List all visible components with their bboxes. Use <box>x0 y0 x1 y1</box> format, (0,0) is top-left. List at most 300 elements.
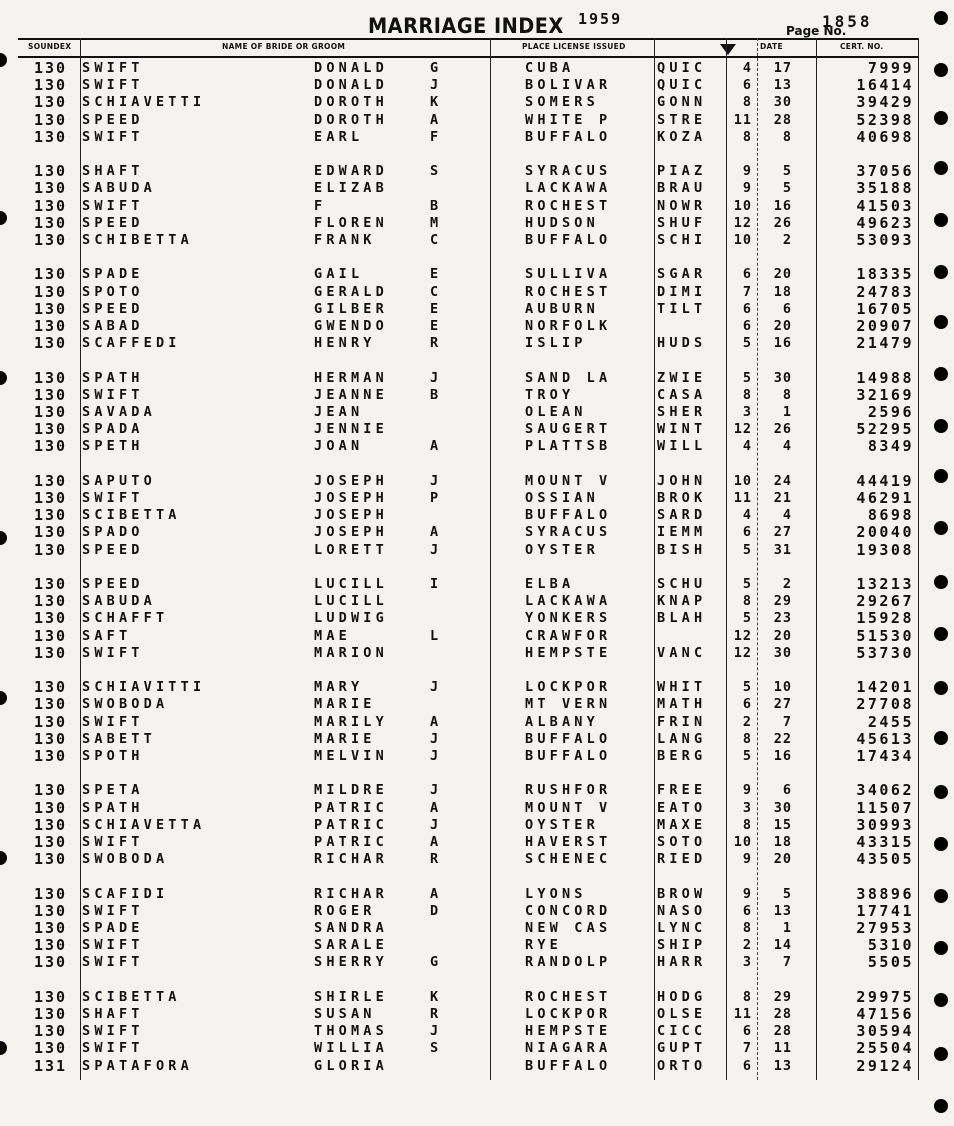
day: 1 <box>782 404 792 420</box>
soundex-code: 131 <box>34 1056 68 1075</box>
soundex-code: 130 <box>34 179 68 198</box>
feed-hole <box>934 1047 948 1061</box>
table-row <box>0 301 954 318</box>
clerk-code: JOHN <box>657 472 707 489</box>
table-row <box>0 232 954 249</box>
day: 13 <box>773 1057 792 1074</box>
certificate-number: 16705 <box>856 299 914 318</box>
clerk-code: SHUF <box>657 214 707 231</box>
header-bottom-rule <box>18 56 918 58</box>
table-row <box>0 1058 954 1075</box>
soundex-code: 130 <box>34 93 68 112</box>
license-place: LACKAWA <box>525 593 612 610</box>
feed-hole <box>934 1099 948 1113</box>
given-name: JOSEPH <box>314 524 388 541</box>
given-name: EDWARD <box>314 163 388 180</box>
surname: SPETA <box>82 782 144 799</box>
month: 6 <box>742 524 752 541</box>
month: 2 <box>742 713 752 730</box>
surname: SPEED <box>82 214 144 231</box>
certificate-number: 47156 <box>856 1005 914 1023</box>
month: 5 <box>742 541 752 558</box>
initial: J <box>430 748 443 764</box>
license-place: CRAWFOR <box>525 627 612 644</box>
surname: SCIBETTA <box>82 507 181 524</box>
table-row <box>0 94 954 111</box>
soundex-code: 130 <box>34 299 68 318</box>
day: 31 <box>773 541 792 558</box>
certificate-number: 8349 <box>867 437 914 456</box>
table-row <box>0 507 954 524</box>
certificate-number: 37056 <box>856 162 914 181</box>
given-name: LORETT <box>314 541 388 558</box>
month: 6 <box>742 696 752 713</box>
clerk-code: EATO <box>657 799 707 816</box>
clerk-code: WHIT <box>657 679 707 696</box>
table-row <box>0 834 954 851</box>
day: 4 <box>782 507 792 524</box>
initial: A <box>430 111 443 128</box>
soundex-code: 130 <box>34 987 68 1006</box>
clerk-code: OLSE <box>657 1006 707 1022</box>
day: 8 <box>782 386 792 403</box>
soundex-code: 130 <box>34 833 68 851</box>
surname: SWIFT <box>82 954 144 971</box>
feed-hole <box>934 837 948 851</box>
given-name: MARILY <box>314 713 388 730</box>
month: 5 <box>742 576 752 592</box>
feed-hole <box>934 575 948 589</box>
initial: K <box>430 94 443 111</box>
feed-hole <box>934 731 948 745</box>
surname: SWIFT <box>82 644 144 661</box>
page-number: 1858 <box>822 12 873 31</box>
month: 8 <box>742 816 752 833</box>
given-name: SARALE <box>314 937 388 954</box>
surname: SWIFT <box>82 490 144 506</box>
license-place: ROCHEST <box>525 197 612 214</box>
surname: SWIFT <box>82 1040 144 1057</box>
feed-hole <box>934 785 948 799</box>
given-name: DOROTH <box>314 94 388 111</box>
table-row <box>0 731 954 748</box>
license-place: SCHENEC <box>525 851 612 868</box>
given-name: MAE <box>314 627 351 644</box>
given-name: SHIRLE <box>314 988 388 1005</box>
surname: SWIFT <box>82 77 144 94</box>
initial: J <box>430 730 443 747</box>
initial: R <box>430 335 443 352</box>
month: 3 <box>742 404 752 420</box>
month: 10 <box>733 834 752 850</box>
initial: A <box>430 438 443 455</box>
table-row <box>0 490 954 507</box>
month: 8 <box>742 94 752 111</box>
clerk-code: QUIC <box>657 60 707 76</box>
surname: SPEED <box>82 300 144 317</box>
day: 30 <box>773 94 792 111</box>
soundex-code: 130 <box>34 643 68 662</box>
clerk-code: BERG <box>657 748 707 764</box>
day: 20 <box>773 318 792 334</box>
given-name: ELIZAB <box>314 180 388 197</box>
soundex-code: 130 <box>34 729 68 748</box>
feed-hole <box>934 11 948 25</box>
surname: SABUDA <box>82 593 156 610</box>
soundex-code: 130 <box>34 609 68 628</box>
clerk-code: BROW <box>657 885 707 902</box>
surname: SABETT <box>82 730 156 747</box>
clerk-code: HUDS <box>657 335 707 352</box>
surname: SCHAFFT <box>82 610 169 627</box>
certificate-number: 30594 <box>856 1022 914 1041</box>
certificate-number: 5310 <box>867 936 914 955</box>
clerk-code: MATH <box>657 696 707 713</box>
certificate-number: 20907 <box>856 317 914 335</box>
day: 6 <box>782 300 792 317</box>
surname: SCHIAVITTI <box>82 679 206 696</box>
certificate-number: 38896 <box>856 884 914 903</box>
given-name: LUCILL <box>314 593 388 610</box>
certificate-number: 17434 <box>856 747 914 765</box>
license-place: MOUNT V <box>525 799 612 816</box>
surname: SHAFT <box>82 163 144 180</box>
soundex-code: 130 <box>34 884 68 903</box>
table-row <box>0 421 954 438</box>
month: 9 <box>742 180 752 197</box>
table-row <box>0 782 954 799</box>
certificate-number: 2455 <box>867 712 914 731</box>
month: 11 <box>733 490 752 506</box>
given-name: GAIL <box>314 266 364 283</box>
day: 5 <box>782 885 792 902</box>
surname: SWOBODA <box>82 851 169 868</box>
license-place: SULLIVA <box>525 266 612 283</box>
license-place: CUBA <box>525 60 575 76</box>
table-row <box>0 77 954 94</box>
table-row <box>0 954 954 971</box>
certificate-number: 2596 <box>867 403 914 421</box>
day: 28 <box>773 111 792 128</box>
day: 13 <box>773 77 792 94</box>
surname: SWIFT <box>82 60 144 76</box>
soundex-code: 130 <box>34 575 68 593</box>
day: 18 <box>773 283 792 300</box>
license-place: MOUNT V <box>525 472 612 489</box>
license-place: HEMPSTE <box>525 644 612 661</box>
month: 9 <box>742 782 752 799</box>
given-name: DONALD <box>314 77 388 94</box>
day: 2 <box>782 232 792 248</box>
day: 1 <box>782 920 792 936</box>
day: 20 <box>773 627 792 644</box>
certificate-number: 35188 <box>856 179 914 198</box>
feed-hole <box>934 63 948 77</box>
month: 4 <box>742 60 752 76</box>
given-name: LUCILL <box>314 576 388 592</box>
license-place: OYSTER <box>525 816 599 833</box>
certificate-number: 29975 <box>856 987 914 1006</box>
soundex-code: 130 <box>34 1022 68 1041</box>
table-row <box>0 335 954 352</box>
certificate-number: 16414 <box>856 76 914 95</box>
table-row <box>0 438 954 455</box>
clerk-code: FRIN <box>657 713 707 730</box>
given-name: EARL <box>314 128 364 145</box>
month: 9 <box>742 163 752 180</box>
soundex-code: 130 <box>34 368 68 387</box>
initial: J <box>430 77 443 94</box>
soundex-code: 130 <box>34 1005 68 1023</box>
initial: J <box>430 679 443 696</box>
feed-hole <box>934 627 948 641</box>
table-row <box>0 851 954 868</box>
clerk-code: SHIP <box>657 937 707 954</box>
clerk-code: WINT <box>657 421 707 438</box>
license-place: AUBURN <box>525 300 599 317</box>
soundex-code: 130 <box>34 592 68 611</box>
surname: SWIFT <box>82 386 144 403</box>
certificate-number: 34062 <box>856 781 914 800</box>
surname: SPADE <box>82 920 144 936</box>
surname: SWIFT <box>82 1023 144 1040</box>
table-row <box>0 920 954 937</box>
table-row <box>0 112 954 129</box>
month: 5 <box>742 335 752 352</box>
day: 22 <box>773 730 792 747</box>
feed-hole <box>934 521 948 535</box>
surname: SWIFT <box>82 713 144 730</box>
initial: R <box>430 1006 443 1022</box>
month: 4 <box>742 438 752 455</box>
clerk-code: KNAP <box>657 593 707 610</box>
soundex-code: 130 <box>34 127 68 146</box>
surname: SAPUTO <box>82 472 156 489</box>
initial: I <box>430 576 443 592</box>
table-row <box>0 628 954 645</box>
table-row <box>0 989 954 1006</box>
given-name: RICHAR <box>314 885 388 902</box>
surname: SCHIAVETTA <box>82 816 206 833</box>
table-row <box>0 645 954 662</box>
surname: SPATH <box>82 369 144 386</box>
given-name: SUSAN <box>314 1006 376 1022</box>
certificate-number: 40698 <box>856 127 914 146</box>
certificate-number: 29267 <box>856 592 914 611</box>
table-row <box>0 903 954 920</box>
license-place: TROY <box>525 386 575 403</box>
initial: S <box>430 163 443 180</box>
certificate-number: 15928 <box>856 609 914 628</box>
clerk-code: CASA <box>657 386 707 403</box>
column-header-date: DATE <box>760 42 783 51</box>
license-place: ROCHEST <box>525 283 612 300</box>
table-row <box>0 748 954 765</box>
certificate-number: 41503 <box>856 196 914 215</box>
certificate-number: 32169 <box>856 385 914 404</box>
initial: D <box>430 902 443 919</box>
month: 2 <box>742 937 752 954</box>
month: 10 <box>733 232 752 248</box>
soundex-code: 130 <box>34 678 68 697</box>
given-name: JENNIE <box>314 421 388 438</box>
soundex-code: 130 <box>34 420 68 439</box>
license-place: CONCORD <box>525 902 612 919</box>
year: 1959 <box>578 10 623 28</box>
month: 9 <box>742 885 752 902</box>
day: 24 <box>773 472 792 489</box>
certificate-number: 8698 <box>867 506 914 525</box>
table-row <box>0 679 954 696</box>
month: 8 <box>742 593 752 610</box>
day: 20 <box>773 851 792 868</box>
certificate-number: 19308 <box>856 540 914 559</box>
certificate-number: 5505 <box>867 953 914 972</box>
surname: SWIFT <box>82 128 144 145</box>
day: 29 <box>773 988 792 1005</box>
initial: E <box>430 318 443 334</box>
feed-hole <box>934 111 948 125</box>
given-name: GLORIA <box>314 1057 388 1074</box>
clerk-code: LYNC <box>657 920 707 936</box>
given-name: JOAN <box>314 438 364 455</box>
given-name: MARY <box>314 679 364 696</box>
surname: SABUDA <box>82 180 156 197</box>
month: 6 <box>742 1023 752 1040</box>
table-row <box>0 60 954 77</box>
column-header-place: PLACE LICENSE ISSUED <box>522 42 626 51</box>
clerk-code: QUIC <box>657 77 707 94</box>
day: 20 <box>773 266 792 283</box>
surname: SCIBETTA <box>82 988 181 1005</box>
day: 17 <box>773 60 792 76</box>
certificate-number: 29124 <box>856 1056 914 1075</box>
given-name: JEANNE <box>314 386 388 403</box>
clerk-code: RIED <box>657 851 707 868</box>
license-place: HEMPSTE <box>525 1023 612 1040</box>
license-place: SOMERS <box>525 94 599 111</box>
day: 26 <box>773 214 792 231</box>
soundex-code: 130 <box>34 162 68 181</box>
given-name: JOSEPH <box>314 507 388 524</box>
license-place: SYRACUS <box>525 163 612 180</box>
clerk-code: WILL <box>657 438 707 455</box>
clerk-code: BROK <box>657 490 707 506</box>
clerk-code: SGAR <box>657 266 707 283</box>
clerk-code: GUPT <box>657 1040 707 1057</box>
feed-hole <box>934 265 948 279</box>
surname: SAVADA <box>82 404 156 420</box>
given-name: GILBER <box>314 300 388 317</box>
initial: A <box>430 885 443 902</box>
month: 3 <box>742 799 752 816</box>
license-place: LYONS <box>525 885 587 902</box>
soundex-code: 130 <box>34 403 68 421</box>
license-place: ROCHEST <box>525 988 612 1005</box>
given-name: JEAN <box>314 404 364 420</box>
initial: J <box>430 782 443 799</box>
clerk-code: PIAZ <box>657 163 707 180</box>
license-place: LACKAWA <box>525 180 612 197</box>
license-place: BUFFALO <box>525 507 612 524</box>
clerk-code: IEMM <box>657 524 707 541</box>
clerk-code: BLAH <box>657 610 707 627</box>
surname: SPATAFORA <box>82 1057 193 1074</box>
given-name: DONALD <box>314 60 388 76</box>
certificate-number: 18335 <box>856 265 914 284</box>
day: 7 <box>782 954 792 971</box>
given-name: GWENDO <box>314 318 388 334</box>
surname: SAFT <box>82 627 132 644</box>
soundex-code: 130 <box>34 489 68 507</box>
soundex-code: 130 <box>34 265 68 284</box>
initial: G <box>430 954 443 971</box>
given-name: HERMAN <box>314 369 388 386</box>
clerk-code: ORTO <box>657 1057 707 1074</box>
month: 6 <box>742 300 752 317</box>
soundex-code: 130 <box>34 523 68 542</box>
month: 6 <box>742 318 752 334</box>
soundex-code: 130 <box>34 59 68 77</box>
clerk-code: KOZA <box>657 128 707 145</box>
day: 30 <box>773 644 792 661</box>
initial: J <box>430 472 443 489</box>
soundex-code: 130 <box>34 110 68 129</box>
day: 16 <box>773 748 792 764</box>
clerk-code: TILT <box>657 300 707 317</box>
day: 10 <box>773 679 792 696</box>
clerk-code: SCHI <box>657 232 707 248</box>
certificate-number: 21479 <box>856 334 914 353</box>
certificate-number: 45613 <box>856 729 914 748</box>
given-name: PATRIC <box>314 834 388 850</box>
clerk-code: SOTO <box>657 834 707 850</box>
license-place: HUDSON <box>525 214 599 231</box>
initial: R <box>430 851 443 868</box>
feed-hole <box>934 469 948 483</box>
initial: J <box>430 1023 443 1040</box>
soundex-code: 130 <box>34 919 68 937</box>
license-place: SAND LA <box>525 369 612 386</box>
certificate-number: 51530 <box>856 626 914 645</box>
soundex-code: 130 <box>34 334 68 353</box>
certificate-number: 46291 <box>856 489 914 507</box>
soundex-code: 130 <box>34 282 68 301</box>
surname: SPOTH <box>82 748 144 764</box>
initial: C <box>430 283 443 300</box>
license-place: SAUGERT <box>525 421 612 438</box>
feed-hole <box>934 315 948 329</box>
table-row <box>0 387 954 404</box>
certificate-number: 14201 <box>856 678 914 697</box>
certificate-number: 53730 <box>856 643 914 662</box>
header-top-rule <box>18 38 918 40</box>
table-row <box>0 180 954 197</box>
certificate-number: 24783 <box>856 282 914 301</box>
surname: SWIFT <box>82 937 144 954</box>
table-row <box>0 800 954 817</box>
surname: SPEED <box>82 541 144 558</box>
license-place: SYRACUS <box>525 524 612 541</box>
surname: SWIFT <box>82 902 144 919</box>
certificate-number: 17741 <box>856 901 914 920</box>
month: 8 <box>742 730 752 747</box>
soundex-code: 130 <box>34 781 68 800</box>
given-name: JOSEPH <box>314 490 388 506</box>
day: 2 <box>782 576 792 592</box>
table-row <box>0 937 954 954</box>
day: 16 <box>773 335 792 352</box>
